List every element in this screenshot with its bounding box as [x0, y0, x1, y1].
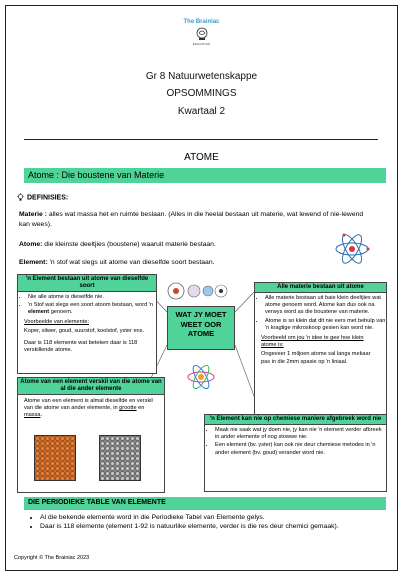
box-cannot-break-down: [204, 414, 387, 492]
size-example-label: Voorbeeld om jou 'n idee te gee hoe klein atome is:: [261, 335, 364, 349]
box-element-same-atoms: [17, 274, 157, 374]
list-item: • Atome is so klein dat dit nie eers met behulp van 'n kragtige mikroskoop gesien kan word nie.: [265, 318, 386, 332]
topic-title: ATOME: [184, 152, 219, 163]
section-title: Atome : Die boustene van Materie: [24, 168, 386, 183]
list-item: • Alle materie bestaan uit baie klein deeltjies wat atome genoem word. Atome kan dus ook na verwys word as die boustene van materie.: [265, 295, 386, 317]
list-item: • Nie alle atome is dieselfde nie.: [28, 294, 156, 301]
copyright-text: Copyright © The Brainiac 2023: [14, 555, 90, 561]
periodic-table-list: [30, 513, 380, 531]
definition-atome: Atome: die kleinste deeltjies (boustene) waaruit materie bestaan.: [19, 241, 216, 248]
box-element-same-atoms-title: 'n Element bestaan uit atome van dieselfde soort: [17, 274, 157, 292]
list-item: • Maak nie saak wat jy doen nie, jy kan nie 'n element verder afbreek in ander elemente of nog stowwe nie.: [215, 427, 386, 441]
term-title: Kwartaal 2: [177, 106, 226, 117]
box-all-matter-atoms: [254, 282, 387, 432]
box-all-matter-atoms-title: Alle materie bestaan uit atome: [254, 282, 387, 293]
atom-grid-image-large: [34, 435, 76, 481]
subject-title: Gr 8 Natuurwetenskappe: [145, 71, 258, 82]
list-item: • Al die bekende elemente word in die Periodieke Tabel van Elemente gelys.: [40, 513, 380, 522]
center-label: WAT JY MOET WEET OOR ATOME: [167, 306, 235, 350]
box-cannot-break-down-title: 'n Element kan nie op chemiese maniere afgebreek word nie: [204, 414, 387, 425]
atom-icon: [186, 362, 216, 392]
list-item: • Daar is 118 elemente (element 1-92 is natuurlike elemente, verder is die res deur chemici gemaak).: [40, 522, 380, 531]
list-item: • 'n Stof wat slegs een soort atoom bestaan, word 'n element genoem.: [28, 302, 156, 316]
examples-label: Voorbeelde van elemente:: [24, 318, 89, 325]
count-text: Daar is 118 elemente wat beteken daar is 118 verskillende atome.: [24, 340, 138, 354]
brand-name: The Brainiac: [183, 19, 220, 25]
definitions-heading-text: DEFINISIES:: [27, 194, 69, 202]
atom-grid-image-small: [99, 435, 141, 481]
list-item: • Een element (bv. yster) kan ook nie deur chemiese metodes in 'n ander element (bv. goud) verander word nie.: [215, 442, 386, 456]
logo-caption: EDUCATION: [192, 42, 211, 46]
definition-element: Element: 'n stof wat slegs uit atome van dieselfde soort bestaan.: [19, 259, 215, 266]
box-atoms-differ-title: Atome van een element verskil van die atome van al die ander elemente: [17, 377, 165, 395]
atoms-differ-text: Atome van een element is almal dieselfde en verskil van die atome van ander elemente, in grootte en massa.: [24, 398, 153, 419]
examples-text: Koper, silwer, goud, suurstof, koolstof, yster ens.: [24, 327, 145, 334]
periodic-table-heading: DIE PERIODIEKE TABLE VAN ELEMENTE: [24, 497, 386, 510]
size-example-text: Ongeveer 1 miljoen atome sal langs mekaar pas in die 2mm spasie op 'n liniaal.: [261, 351, 371, 365]
doc-type-title: OPSOMMINGS: [166, 88, 237, 99]
definition-materie: Materie : alles wat massa het en ruimte beslaan. (Alles in die heelal bestaan uit materie, wat lewend of nie-lewend kan wees).: [19, 211, 364, 228]
atom-model-icon: [166, 281, 234, 301]
